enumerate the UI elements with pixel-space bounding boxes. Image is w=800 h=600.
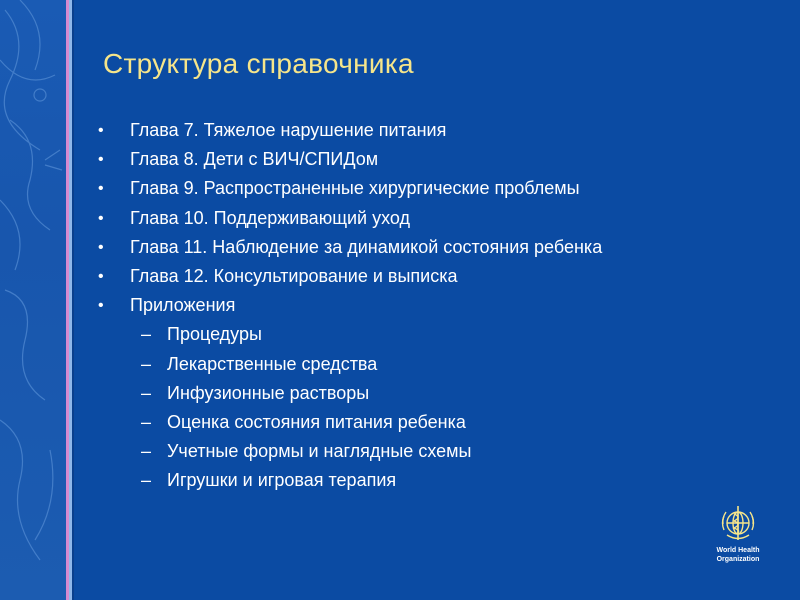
- list-item-text: Оценка состояния питания ребенка: [167, 411, 466, 432]
- list-item: [98, 145, 602, 174]
- list-item-text: Процедуры: [167, 324, 262, 345]
- sub-list-item: [98, 350, 602, 379]
- dash-marker: –: [141, 411, 152, 432]
- decorative-line-art-icon: [0, 0, 66, 600]
- list-item-text: Учетные формы и наглядные схемы: [167, 441, 472, 462]
- list-item: [98, 262, 602, 291]
- bullet-marker: •: [98, 297, 104, 315]
- dash-marker: –: [141, 441, 152, 462]
- who-logo-text: [708, 546, 768, 564]
- list-item: [98, 233, 602, 262]
- sub-list-item: [98, 437, 602, 466]
- list-item-text: Глава 11. Наблюдение за динамикой состояния ребенка: [130, 236, 603, 257]
- who-emblem-icon: [717, 502, 759, 544]
- dash-marker: –: [141, 353, 152, 374]
- list-item: [98, 291, 602, 320]
- slide-title: Структура справочника: [103, 48, 414, 79]
- decorative-left-panel: [0, 0, 66, 600]
- who-logo-line2: Organization: [716, 556, 760, 563]
- dash-marker: –: [141, 382, 152, 403]
- bullet-marker: •: [98, 180, 104, 198]
- sub-list-item: [98, 466, 602, 495]
- list-item-text: Глава 8. Дети с ВИЧ/СПИДом: [130, 149, 379, 170]
- content-list: [98, 116, 602, 495]
- list-item-text: Лекарственные средства: [167, 353, 378, 374]
- bullet-marker: •: [98, 209, 104, 227]
- accent-stripe-dark: [72, 0, 74, 600]
- who-logo: [708, 502, 768, 572]
- list-item-text: Глава 9. Распространенные хирургические проблемы: [130, 178, 580, 199]
- bullet-marker: •: [98, 238, 104, 256]
- list-item: [98, 174, 602, 203]
- who-logo-line1: World Health: [716, 547, 760, 554]
- list-item-text: Инфузионные растворы: [167, 382, 370, 403]
- sub-list-item: [98, 320, 602, 349]
- bullet-marker: •: [98, 151, 104, 169]
- list-item-text: Приложения: [130, 295, 236, 316]
- sub-list-item: [98, 379, 602, 408]
- list-item: [98, 116, 602, 145]
- list-item-text: Глава 10. Поддерживающий уход: [130, 207, 411, 228]
- dash-marker: –: [141, 470, 152, 491]
- dash-marker: –: [141, 324, 152, 345]
- bullet-marker: •: [98, 122, 104, 139]
- bullet-marker: •: [98, 267, 104, 285]
- list-item-text: Глава 7. Тяжелое нарушение питания: [130, 120, 447, 140]
- list-item-text: Глава 12. Консультирование и выписка: [130, 265, 458, 286]
- sub-list-item: [98, 408, 602, 437]
- list-item: [98, 204, 602, 233]
- list-item-text: Игрушки и игровая терапия: [167, 470, 397, 491]
